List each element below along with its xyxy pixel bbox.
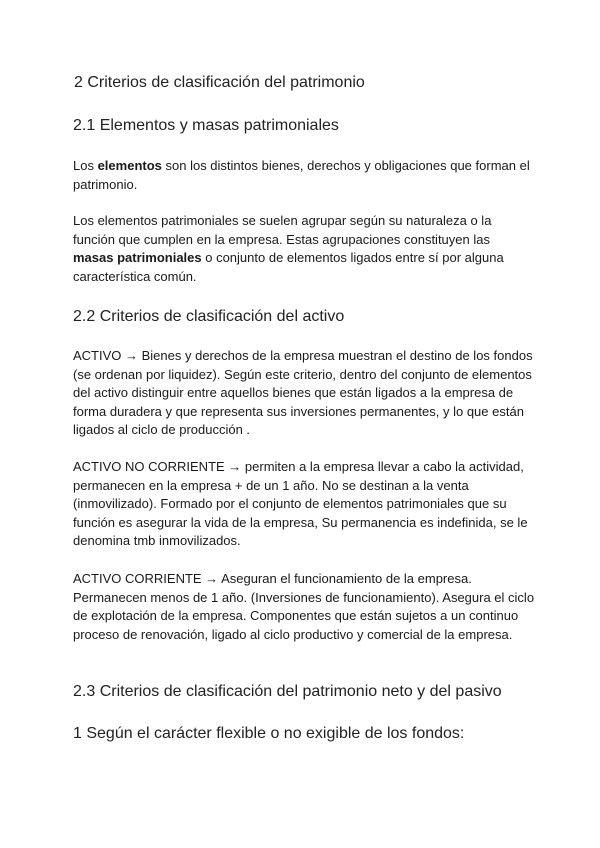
section-2-1-heading: 2.1 Elementos y masas patrimoniales — [73, 117, 339, 134]
elementos-text-post: son los distintos bienes, derechos y obligaciones que forman el patrimonio. — [73, 158, 530, 192]
activo-paragraph: ACTIVO → Bienes y derechos de la empresa muestran el destino de los fondos (se ordenan por liquidez). Según este criterio, dentro del conjunto de elementos del activo distinguir entre aquellos bienes que están ligados a la empresa de forma duradera y que representa sus inversiones permanentes, y lo que están ligados al ciclo de producción . — [73, 348, 533, 438]
masas-bold-term: masas patrimoniales — [73, 250, 202, 266]
masas-paragraph — [73, 212, 533, 286]
activo-corriente-paragraph: ACTIVO CORRIENTE → Aseguran el funcionamiento de la empresa. Permanecen menos de 1 año. (Inversiones de funcionamiento). Asegura el ciclo de explotación de la empresa. Componentes que están sujetos a un continuo proceso de renovación, ligado al ciclo productivo y comercial de la empresa. — [73, 571, 535, 642]
elementos-text-pre: Los — [73, 158, 98, 173]
section-2-3-heading: 2.3 Criterios de clasificación del patrimonio neto y del pasivo — [73, 683, 502, 700]
section-1-heading: 1 Según el carácter flexible o no exigible de los fondos: — [73, 725, 465, 742]
section-2-heading: 2 Criterios de clasificación del patrimonio — [74, 74, 365, 91]
masas-text-pre: Los elementos patrimoniales se suelen agrupar según su naturaleza o la función que cumplen en la empresa. Estas agrupaciones constituyen las — [73, 213, 492, 247]
masas-text-post: o conjunto de elementos ligados entre sí por alguna característica común. — [73, 250, 504, 284]
elementos-paragraph — [73, 157, 533, 194]
elementos-bold-term: elementos — [97, 158, 162, 173]
activo-no-corriente-paragraph: ACTIVO NO CORRIENTE → permiten a la empresa llevar a cabo la actividad, permanecen en la empresa + de un 1 año. No se destinan a la venta (inmovilizado). Formado por el conjunto de elementos patrimoniales que su función es asegurar la vida de la empresa, Su permanencia es indefinida, se le denomina tmb inmovilizados. — [73, 459, 528, 549]
section-2-2-heading: 2.2 Criterios de clasificación del activo — [73, 308, 345, 325]
